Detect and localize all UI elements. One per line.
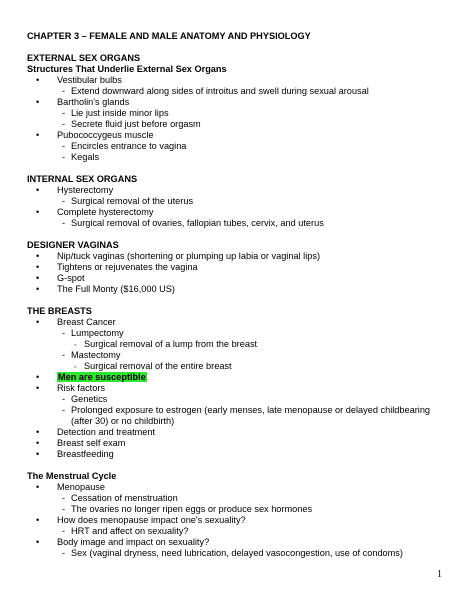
list-item — [36, 372, 147, 383]
bullet-icon: • — [36, 75, 40, 85]
dash-marker: - — [62, 394, 66, 404]
list-item — [36, 383, 105, 394]
bullet-icon: • — [36, 97, 40, 107]
line-text: Surgical removal of the entire breast — [84, 361, 232, 371]
dash-marker: - — [62, 141, 66, 151]
bullet-icon: • — [36, 383, 40, 393]
line-text: Encircles entrance to vagina — [71, 141, 187, 151]
bullet-icon: • — [36, 317, 40, 327]
list-item — [62, 119, 201, 130]
dash-marker: - — [62, 328, 66, 338]
line-text: Body image and impact on sexuality? — [57, 537, 210, 547]
list-item — [36, 427, 155, 438]
line-text: Tightens or rejuvenates the vagina — [57, 262, 198, 272]
line-text: Surgical removal of a lump from the breast — [84, 339, 258, 349]
line-text: Vestibular bulbs — [57, 75, 122, 85]
line-text: Cessation of menstruation — [71, 493, 178, 503]
line-text: Extend downward along sides of introitus and swell during sexual arousal — [71, 86, 369, 96]
line-text: Breast Cancer — [57, 317, 116, 327]
line-text: Bartholin's glands — [57, 97, 130, 107]
bullet-icon: • — [36, 273, 40, 283]
list-item — [71, 416, 174, 427]
dash-marker: - — [62, 119, 66, 129]
line-text: (after 30) or no childbirth) — [71, 416, 175, 426]
line-text: DESIGNER VAGINAS — [27, 240, 119, 250]
line-text: The Full Monty ($16,000 US) — [57, 284, 175, 294]
bullet-icon: • — [36, 449, 40, 459]
dash-marker: - — [62, 218, 66, 228]
bullet-icon: • — [36, 427, 40, 437]
list-item — [36, 75, 122, 86]
list-item — [62, 526, 188, 537]
line-text: Lumpectomy — [71, 328, 124, 338]
sub-bullet-icon: ◦ — [74, 342, 77, 349]
line-text: Prolonged exposure to estrogen (early menses, late menopause or delayed childbearing — [71, 405, 431, 415]
line-text: Complete hysterectomy — [57, 207, 154, 217]
section-heading — [27, 306, 92, 317]
section-heading — [27, 53, 140, 64]
list-item — [62, 405, 430, 416]
section-heading — [27, 31, 311, 42]
list-item — [62, 328, 124, 339]
line-text: EXTERNAL SEX ORGANS — [27, 53, 141, 63]
line-text: Menopause — [57, 482, 106, 492]
line-text: Breastfeeding — [57, 449, 114, 459]
list-item — [36, 438, 125, 449]
list-item — [62, 152, 99, 163]
line-text: Surgical removal of the uterus — [71, 196, 194, 206]
list-item — [62, 504, 312, 515]
bullet-icon: • — [36, 284, 40, 294]
dash-marker: - — [62, 493, 66, 503]
line-text: THE BREASTS — [27, 306, 92, 316]
line-text: Surgical removal of ovaries, fallopian tubes, cervix, and uterus — [71, 218, 324, 228]
list-item — [36, 273, 85, 284]
bullet-icon: • — [36, 482, 40, 492]
list-item — [36, 449, 114, 460]
line-text: Kegals — [71, 152, 100, 162]
bullet-icon: • — [36, 130, 40, 140]
line-text: Secrete fluid just before orgasm — [71, 119, 201, 129]
list-item — [36, 317, 116, 328]
dash-marker: - — [62, 196, 66, 206]
line-text: Detection and treatment — [57, 427, 156, 437]
bullet-icon: • — [36, 207, 40, 217]
list-item — [62, 86, 369, 97]
section-heading — [27, 471, 116, 482]
line-text: INTERNAL SEX ORGANS — [27, 174, 138, 184]
line-text: The ovaries no longer ripen eggs or produce sex hormones — [71, 504, 313, 514]
line-text: Men are susceptible — [58, 372, 146, 382]
line-text: CHAPTER 3 – FEMALE AND MALE ANATOMY AND PHYSIOLOGY — [27, 31, 311, 41]
list-item — [62, 108, 169, 119]
bullet-icon: • — [36, 537, 40, 547]
line-text: The Menstrual Cycle — [27, 471, 117, 481]
line-text: Nip/tuck vaginas (shortening or plumping up labia or vaginal lips) — [57, 251, 321, 261]
list-item — [62, 141, 186, 152]
section-heading — [27, 240, 119, 251]
line-text: Breast self exam — [57, 438, 126, 448]
line-text: Lie just inside minor lips — [71, 108, 169, 118]
dash-marker: - — [62, 548, 66, 558]
list-item — [36, 97, 129, 108]
list-item — [36, 537, 209, 548]
list-item — [62, 350, 121, 361]
list-item — [36, 251, 320, 262]
line-text: Genetics — [71, 394, 108, 404]
list-item — [62, 493, 178, 504]
line-text: Sex (vaginal dryness, need lubrication, delayed vasocongestion, use of condoms) — [71, 548, 403, 558]
line-text: Hysterectomy — [57, 185, 114, 195]
bullet-icon: • — [36, 515, 40, 525]
section-heading — [27, 64, 227, 75]
line-text: Mastectomy — [71, 350, 121, 360]
list-item — [62, 548, 403, 559]
bullet-icon: • — [36, 251, 40, 261]
line-text: Pubococcygeus muscle — [57, 130, 154, 140]
dash-marker: - — [62, 108, 66, 118]
bullet-icon: • — [36, 262, 40, 272]
bullet-icon: • — [36, 185, 40, 195]
line-text: G-spot — [57, 273, 85, 283]
dash-marker: - — [62, 526, 66, 536]
list-item — [36, 482, 105, 493]
line-text: How does menopause impact one's sexuality? — [57, 515, 246, 525]
list-item — [62, 218, 324, 229]
bullet-icon: • — [36, 438, 40, 448]
dash-marker: - — [62, 152, 66, 162]
bullet-icon: • — [36, 372, 40, 382]
line-text: HRT and affect on sexuality? — [71, 526, 189, 536]
dash-marker: - — [62, 350, 66, 360]
list-item — [36, 207, 154, 218]
list-item — [36, 262, 198, 273]
list-item — [62, 394, 107, 405]
sub-bullet-icon: ◦ — [74, 364, 77, 371]
dash-marker: - — [62, 86, 66, 96]
list-item — [36, 284, 175, 295]
section-heading — [27, 174, 137, 185]
dash-marker: - — [62, 504, 66, 514]
list-item — [62, 196, 193, 207]
list-item — [36, 130, 154, 141]
line-text: Risk factors — [57, 383, 105, 393]
line-text: Structures That Underlie External Sex Organs — [27, 64, 227, 74]
list-item — [36, 185, 113, 196]
page-number: 1 — [437, 569, 442, 580]
list-item — [36, 515, 246, 526]
dash-marker: - — [62, 405, 66, 415]
